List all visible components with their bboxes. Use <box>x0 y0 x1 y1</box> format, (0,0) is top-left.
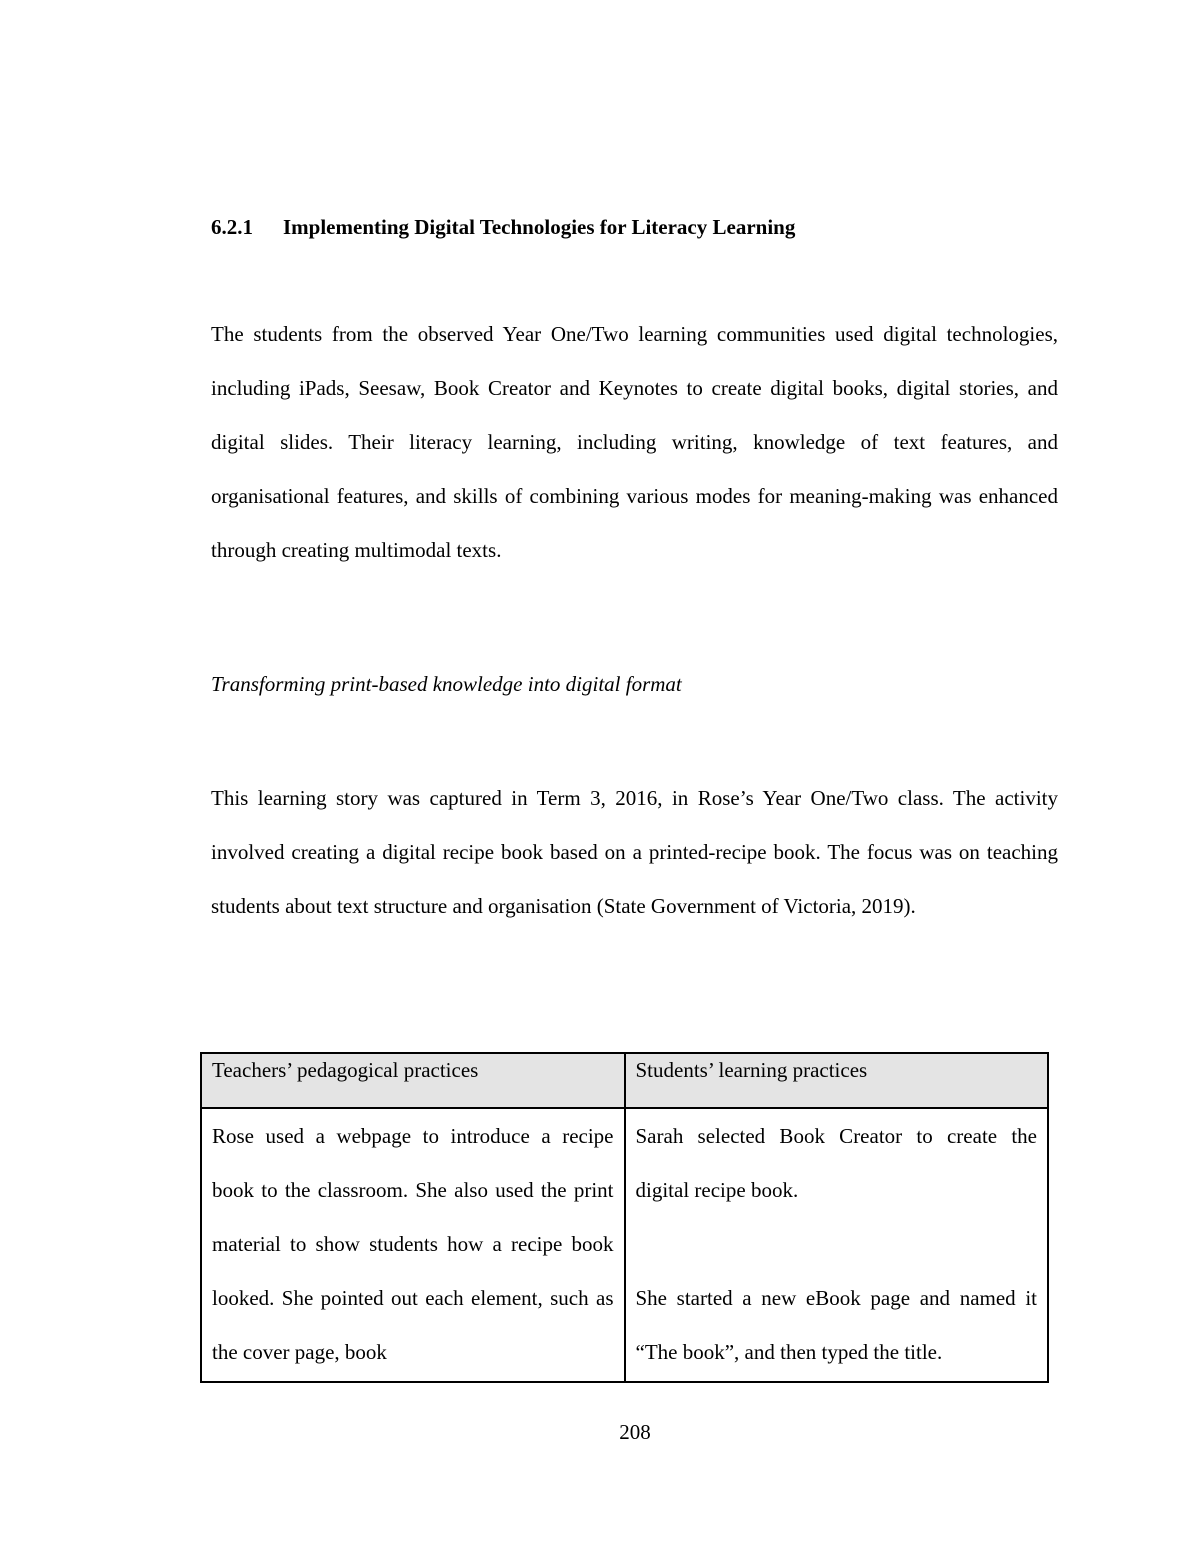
page-number: 208 <box>619 1420 651 1444</box>
section-heading <box>211 212 1071 242</box>
cell-spacer <box>636 1217 1038 1271</box>
student-practices-cell <box>625 1108 1049 1382</box>
teacher-practices-cell: Rose used a webpage to introduce a recipe book to the classroom. She also used the print material to show students how a recipe book looked. She pointed out each element, such as the cover page, book <box>201 1108 625 1382</box>
learning-story-paragraph: This learning story was captured in Term 3, 2016, in Rose’s Year One/Two class. The activity involved creating a digital recipe book based on a printed-recipe book. The focus was on teaching students about text structure and organisation (State Government of Victoria, 2019). <box>211 786 1058 918</box>
student-practice-text: Sarah selected Book Creator to create the digital recipe book. <box>635 1124 1037 1202</box>
table-header-row <box>201 1053 1048 1108</box>
subheading: Transforming print-based knowledge into digital format <box>211 672 682 696</box>
section-title: Implementing Digital Technologies for Literacy Learning <box>283 215 796 239</box>
section-number: 6.2.1 <box>211 215 253 239</box>
student-practices-header: Students’ learning practices <box>625 1053 1049 1108</box>
table-row <box>201 1108 1048 1382</box>
student-practice-text: She started a new eBook page and named it “The book”, and then typed the title. <box>635 1286 1037 1364</box>
teacher-practices-header: Teachers’ pedagogical practices <box>201 1053 625 1108</box>
intro-paragraph: The students from the observed Year One/Two learning communities used digital technologies, including iPads, Seesaw, Book Creator and Keynotes to create digital books, digital stories, and digital slides. Their literacy learning, including writing, knowledge of text features, and organisational features, and skills of combining various modes for meaning-making was enhanced through creating multimodal texts. <box>211 322 1058 562</box>
practices-table <box>200 1052 1049 1383</box>
